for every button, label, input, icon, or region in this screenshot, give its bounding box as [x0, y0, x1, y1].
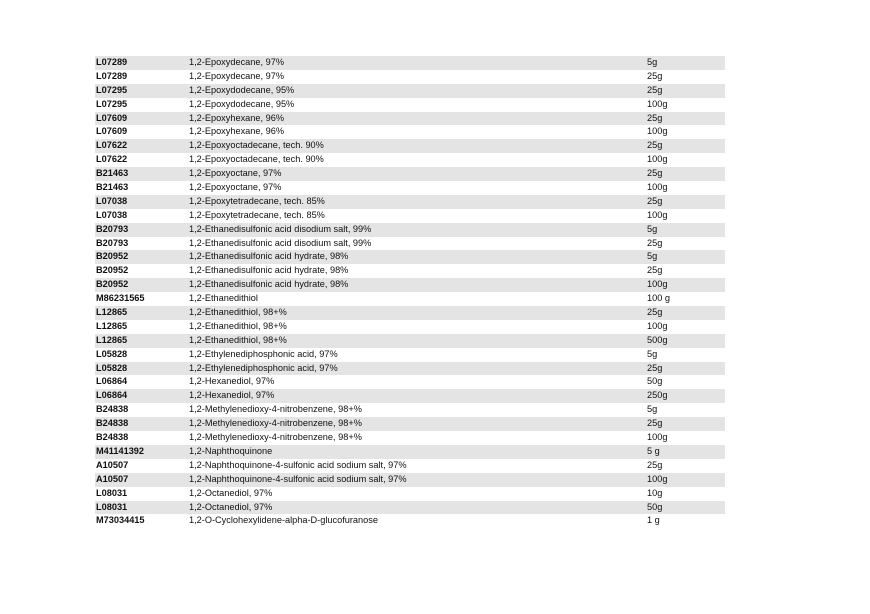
product-name: 1,2-Octanediol, 97% [189, 487, 273, 498]
product-name: 1,2-Naphthoquinone-4-sulfonic acid sodium salt, 97% [189, 459, 407, 470]
product-name: 1,2-Octanediol, 97% [189, 501, 273, 512]
product-quantity: 5g [647, 223, 658, 234]
product-quantity: 100g [647, 320, 668, 331]
product-quantity: 50g [647, 501, 663, 512]
product-quantity: 25g [647, 70, 663, 81]
product-code: L08031 [96, 487, 128, 498]
product-name: 1,2-Ethanedithiol [189, 293, 258, 304]
product-name: 1,2-Naphthoquinone-4-sulfonic acid sodium salt, 97% [189, 473, 407, 484]
table-row [95, 445, 725, 459]
product-name: 1,2-Epoxydecane, 97% [189, 57, 285, 67]
table-row [95, 264, 725, 278]
product-code: L06864 [96, 390, 128, 401]
product-name: 1,2-Epoxyoctane, 97% [189, 168, 282, 179]
table-row [95, 320, 725, 334]
product-code: B20952 [96, 265, 129, 276]
table-row [95, 70, 725, 84]
product-code: L07038 [96, 195, 128, 206]
product-code: M73034415 [96, 515, 145, 526]
product-code: L07295 [96, 98, 128, 109]
product-code: L12865 [96, 307, 128, 318]
product-name: 1,2-Epoxyoctadecane, tech. 90% [189, 140, 324, 151]
product-quantity: 25g [647, 362, 663, 373]
product-code: B20793 [96, 237, 129, 248]
table-row [95, 125, 725, 139]
product-quantity: 25g [647, 140, 663, 151]
product-code: L07289 [96, 57, 128, 67]
product-code: B21463 [96, 182, 129, 193]
product-name: 1,2-Epoxyoctadecane, tech. 90% [189, 154, 324, 165]
table-row [95, 195, 725, 209]
product-quantity: 5g [647, 404, 658, 415]
table-row [95, 209, 725, 223]
product-name: 1,2-Epoxydecane, 97% [189, 70, 285, 81]
table-row [95, 514, 725, 528]
table-row [95, 153, 725, 167]
product-table [95, 56, 725, 528]
product-quantity: 5g [647, 57, 658, 67]
table-row [95, 98, 725, 112]
product-code: L07622 [96, 154, 128, 165]
product-name: 1,2-Epoxyhexane, 96% [189, 126, 285, 137]
table-row [95, 417, 725, 431]
table-row [95, 459, 725, 473]
product-code: L07289 [96, 70, 128, 81]
product-name: 1,2-Hexanediol, 97% [189, 390, 275, 401]
product-name: 1,2-Epoxytetradecane, tech. 85% [189, 195, 325, 206]
product-code: B24838 [96, 418, 129, 429]
product-quantity: 25g [647, 195, 663, 206]
product-name: 1,2-Naphthoquinone [189, 445, 273, 456]
product-quantity: 100g [647, 182, 668, 193]
table-row [95, 167, 725, 181]
product-quantity: 5g [647, 251, 658, 262]
product-code: M86231565 [96, 293, 145, 304]
product-quantity: 5g [647, 348, 658, 359]
product-name: 1,2-O-Cyclohexylidene-alpha-D-glucofuranose [189, 515, 378, 526]
product-name: 1,2-Ethanedithiol, 98+% [189, 334, 287, 345]
product-quantity: 500g [647, 334, 668, 345]
product-name: 1,2-Epoxyoctane, 97% [189, 182, 282, 193]
product-code: L07038 [96, 209, 128, 220]
table-row [95, 139, 725, 153]
product-quantity: 10g [647, 487, 663, 498]
table-row [95, 362, 725, 376]
product-quantity: 5 g [647, 445, 660, 456]
product-code: L05828 [96, 348, 128, 359]
product-quantity: 1 g [647, 515, 660, 526]
product-name: 1,2-Ethanedisulfonic acid hydrate, 98% [189, 265, 349, 276]
table-row [95, 389, 725, 403]
product-quantity: 25g [647, 307, 663, 318]
product-quantity: 100 g [647, 293, 670, 304]
table-row [95, 237, 725, 251]
table-row [95, 250, 725, 264]
table-row [95, 223, 725, 237]
product-quantity: 50g [647, 376, 663, 387]
product-code: B20952 [96, 279, 129, 290]
product-quantity: 25g [647, 237, 663, 248]
product-name: 1,2-Methylenedioxy-4-nitrobenzene, 98+% [189, 432, 362, 443]
product-quantity: 100g [647, 473, 668, 484]
product-name: 1,2-Ethanedisulfonic acid disodium salt, 99% [189, 237, 372, 248]
product-quantity: 250g [647, 390, 668, 401]
product-quantity: 25g [647, 84, 663, 95]
product-name: 1,2-Ethanedisulfonic acid hydrate, 98% [189, 279, 349, 290]
product-quantity: 100g [647, 98, 668, 109]
product-code: B20952 [96, 251, 129, 262]
product-name: 1,2-Ethanedithiol, 98+% [189, 307, 287, 318]
product-name: 1,2-Methylenedioxy-4-nitrobenzene, 98+% [189, 418, 362, 429]
product-code: L12865 [96, 334, 128, 345]
table-row [95, 348, 725, 362]
product-quantity: 100g [647, 279, 668, 290]
table-row [95, 292, 725, 306]
product-code: L07295 [96, 84, 128, 95]
product-name: 1,2-Epoxytetradecane, tech. 85% [189, 209, 325, 220]
product-name: 1,2-Epoxydodecane, 95% [189, 84, 295, 95]
table-row [95, 181, 725, 195]
product-quantity: 25g [647, 418, 663, 429]
product-quantity: 25g [647, 265, 663, 276]
product-name: 1,2-Methylenedioxy-4-nitrobenzene, 98+% [189, 404, 362, 415]
table-row [95, 501, 725, 515]
product-quantity: 100g [647, 432, 668, 443]
table-row [95, 84, 725, 98]
product-code: L07609 [96, 126, 128, 137]
product-code: L08031 [96, 501, 128, 512]
product-name: 1,2-Ethylenediphosphonic acid, 97% [189, 348, 338, 359]
product-quantity: 100g [647, 209, 668, 220]
product-name: 1,2-Ethanedithiol, 98+% [189, 320, 287, 331]
product-code: M41141392 [96, 445, 145, 456]
product-quantity: 100g [647, 154, 668, 165]
table-row [95, 431, 725, 445]
product-code: B24838 [96, 432, 129, 443]
product-name: 1,2-Epoxydodecane, 95% [189, 98, 295, 109]
product-name: 1,2-Epoxyhexane, 96% [189, 112, 285, 123]
table-row [95, 112, 725, 126]
table-row [95, 375, 725, 389]
product-quantity: 25g [647, 168, 663, 179]
product-quantity: 100g [647, 126, 668, 137]
table-row [95, 473, 725, 487]
product-name: 1,2-Hexanediol, 97% [189, 376, 275, 387]
product-code: B24838 [96, 404, 129, 415]
table-row [95, 306, 725, 320]
table-row [95, 278, 725, 292]
product-code: A10507 [96, 459, 129, 470]
product-code: B20793 [96, 223, 129, 234]
product-quantity: 25g [647, 459, 663, 470]
product-code: B21463 [96, 168, 129, 179]
product-name: 1,2-Ethanedisulfonic acid hydrate, 98% [189, 251, 349, 262]
product-code: L05828 [96, 362, 128, 373]
product-code: L07609 [96, 112, 128, 123]
product-name: 1,2-Ethanedisulfonic acid disodium salt, 99% [189, 223, 372, 234]
table-row [95, 334, 725, 348]
product-code: L07622 [96, 140, 128, 151]
product-quantity: 25g [647, 112, 663, 123]
table-row [95, 487, 725, 501]
table-row [95, 56, 725, 70]
product-name: 1,2-Ethylenediphosphonic acid, 97% [189, 362, 338, 373]
product-code: L12865 [96, 320, 128, 331]
table-row [95, 403, 725, 417]
product-code: A10507 [96, 473, 129, 484]
product-code: L06864 [96, 376, 128, 387]
